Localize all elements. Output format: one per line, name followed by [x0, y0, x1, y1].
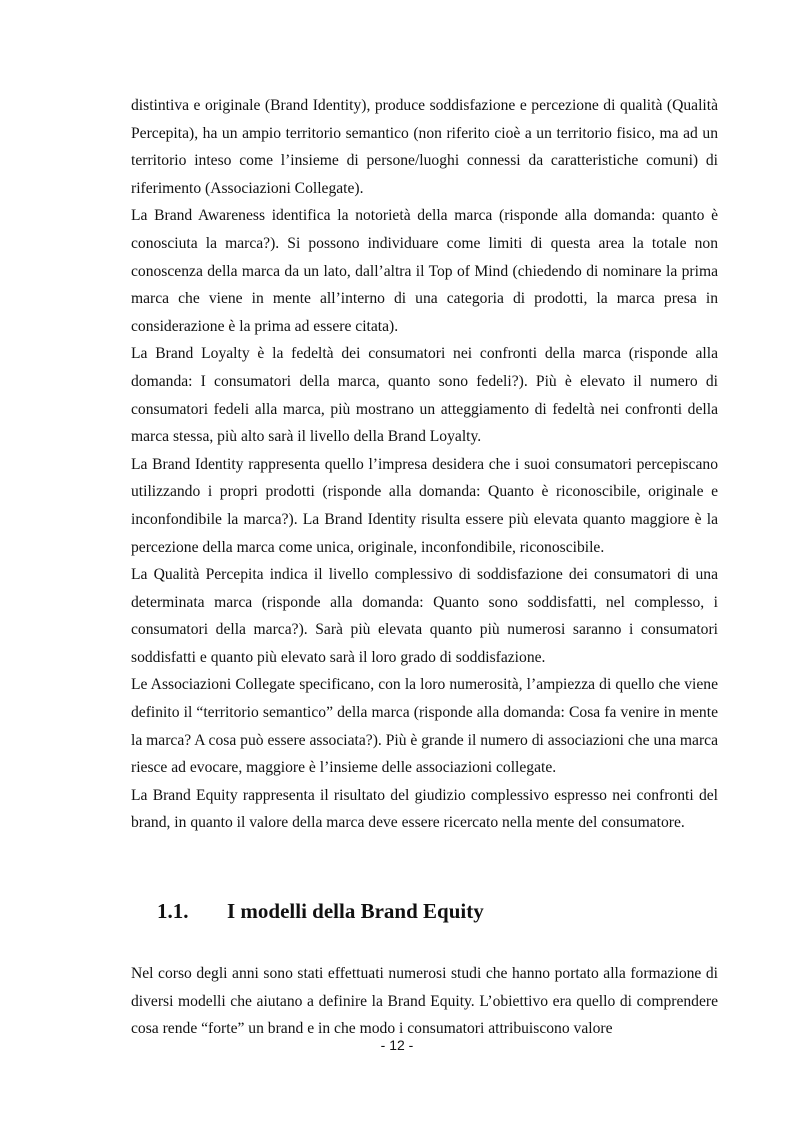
paragraph-qualita-percepita: La Qualità Percepita indica il livello complessivo di soddisfazione dei consumatori di una determinata marca (risponde alla domanda: Quanto sono soddisfatti, nel complesso, i consumatori della marca?). Sarà più elevata quanto più numerosi saranno i consumatori soddisfatti e quanto più elevato sarà il loro grado di soddisfazione.	[131, 566, 718, 666]
paragraph-brand-equity: La Brand Equity rappresenta il risultato del giudizio complessivo espresso nei confronti del brand, in quanto il valore della marca deve essere ricercato nella mente del consumatore.	[131, 786, 718, 832]
section-heading	[157, 896, 717, 926]
section-title: I modelli della Brand Equity	[227, 899, 484, 923]
section-body	[131, 960, 718, 1043]
paragraph-brand-identity: La Brand Identity rappresenta quello l’impresa desidera che i suoi consumatori percepiscano utilizzando i propri prodotti (risponde alla domanda: Quanto è riconoscibile, originale e inconfondibile la marca?). La Brand Identity risulta essere più elevata quanto maggiore è la percezione della marca come unica, originale, inconfondibile, riconoscibile.	[131, 455, 718, 556]
paragraph-associazioni-collegate: Le Associazioni Collegate specificano, con la loro numerosità, l’ampiezza di quello che viene definito il “territorio semantico” della marca (risponde alla domanda: Cosa fa venire in mente la marca? A cosa può essere associata?). Più è grande il numero di associazioni che una marca riesce ad evocare, maggiore è l’insieme delle associazioni collegate.	[131, 676, 718, 777]
paragraph: distintiva e originale (Brand Identity), produce soddisfazione e percezione di qualità (Qualità Percepita), ha un ampio territorio semantico (non riferito cioè a un territorio fisico, ma ad un territorio inteso come l’insieme di persone/luoghi connessi da caratteristiche comuni) di riferimento (Associazioni Collegate).	[131, 97, 718, 197]
section-number: 1.1.	[157, 899, 189, 923]
body-text	[131, 92, 718, 837]
paragraph-brand-awareness: La Brand Awareness identifica la notorietà della marca (risponde alla domanda: quanto è conosciuta la marca?). Si possono individuare come limiti di questa area la totale non conoscenza della marca da un lato, dall’altra il Top of Mind (chiedendo di nominare la prima marca che viene in mente all’interno di una categoria di prodotti, la marca presa in considerazione è la prima ad essere citata).	[131, 207, 718, 335]
paragraph-brand-loyalty: La Brand Loyalty è la fedeltà dei consumatori nei confronti della marca (risponde alla domanda: I consumatori della marca, quanto sono fedeli?). Più è elevato il numero di consumatori fedeli alla marca, più mostrano un atteggiamento di fedeltà nei confronti della marca stessa, più alto sarà il livello della Brand Loyalty.	[131, 345, 718, 446]
paragraph: Nel corso degli anni sono stati effettuati numerosi studi che hanno portato alla formazione di diversi modelli che aiutano a definire la Brand Equity. L’obiettivo era quello di comprendere cosa rende “forte” un brand e in che modo i consumatori attribuiscono valore	[131, 965, 718, 1038]
page-number: - 12 -	[380, 1037, 414, 1053]
